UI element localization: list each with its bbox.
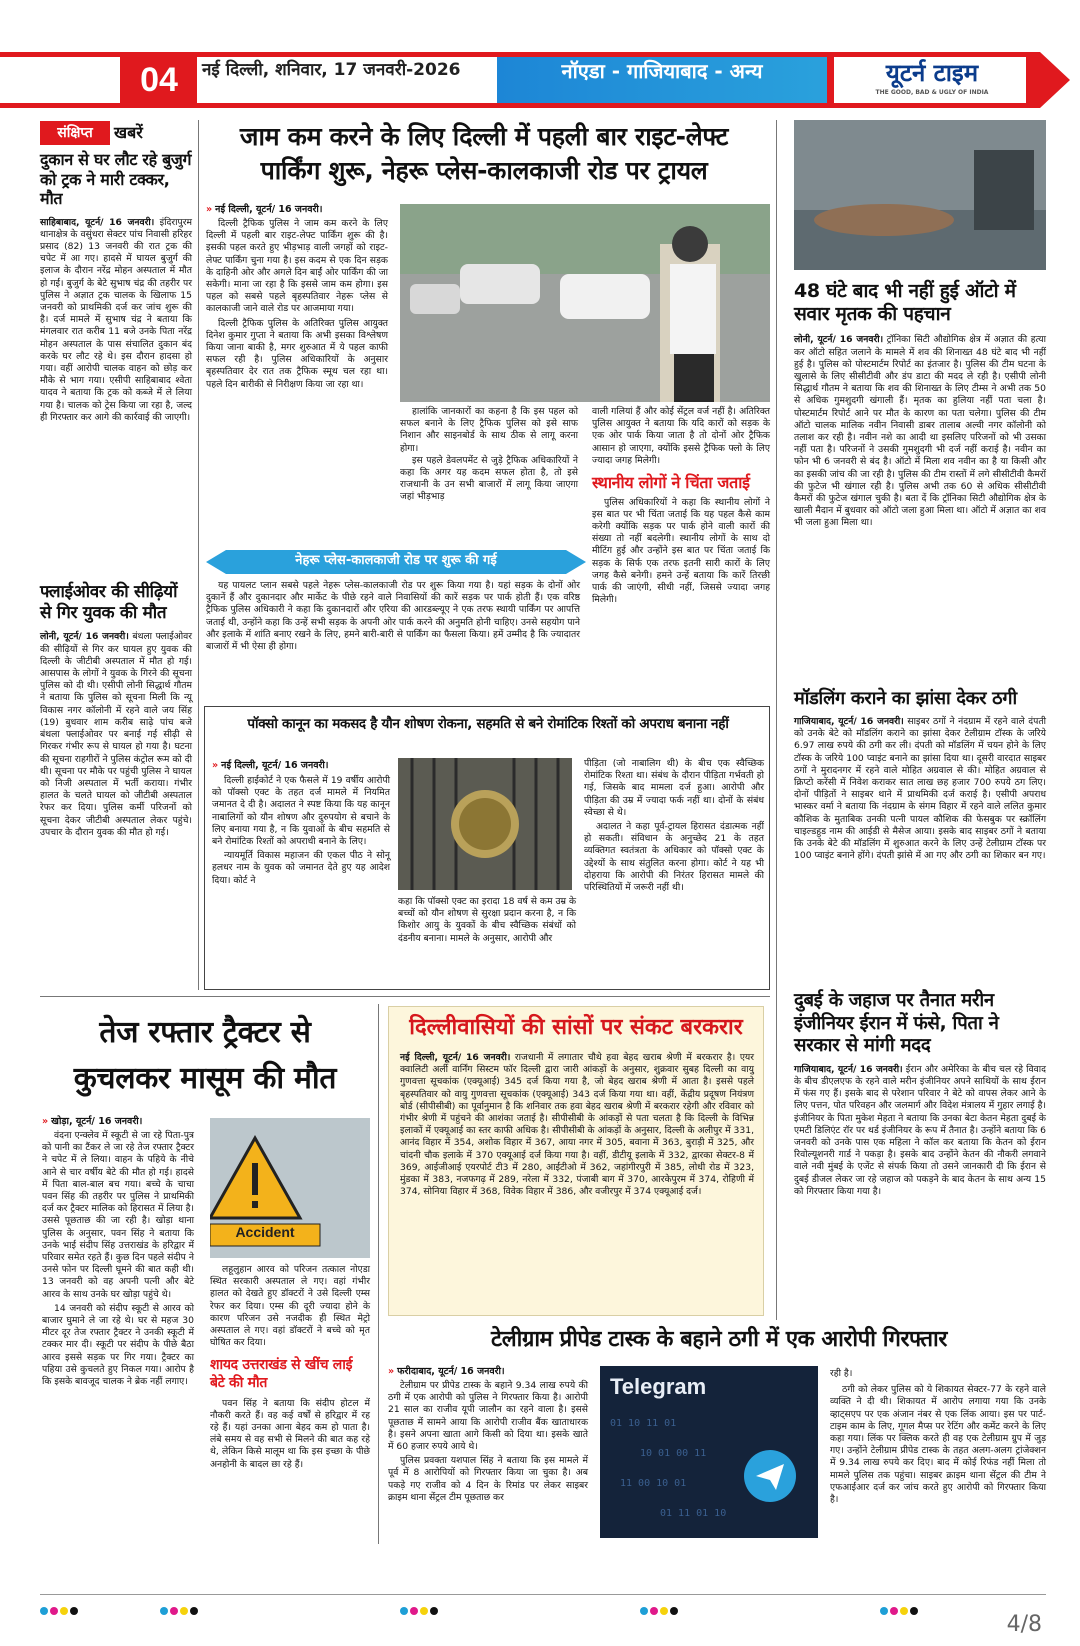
pocso-dateline (212, 758, 412, 771)
svg-text:10 01 00 11: 10 01 00 11 (640, 1448, 707, 1459)
right-story-3-headline: दुबई के जहाज पर तैनात मरीन इंजीनियर ईरान में फंसे, पिता ने सरकार से मांगी मदद (794, 990, 999, 1057)
lead-banner (206, 550, 586, 574)
traffic-police-photo (400, 204, 770, 402)
pocso-col-3-text-b: अदालत ने कहा पूर्व-ट्रायल हिरासत दंडात्मक नहीं हो सकती। संविधान के अनुच्छेद 21 के तहत व्यक्तिगत स्वतंत्रता के अधिकार को पॉक्सो एक्ट के उद्देश्यों के साथ संतुलित करना होगा। कोर्ट ने यह भी दोहराया कि आरोपी की निरंतर हिरासत मामले की परिस्थितियों में जरूरी नहीं थी। (584, 821, 764, 894)
registration-marks-1 (40, 1600, 80, 1619)
sidebar-story-1-headline: दुकान से घर लौट रहे बुजुर्ग को ट्रक ने मारी टक्कर, मौत (40, 150, 192, 209)
brand-logo: यूटर्न टाइम (885, 59, 979, 87)
air-quality-body: राजधानी में लगातार चौथे हवा बेहद खराब श्रेणी में बरकरार है। एयर क्वालिटी अर्ली वार्निंग सिस्टम फॉर दिल्ली द्वारा जारी आंकड़ों के अनुसार, शुक्रवार सुबह दिल्ली का वायु गुणवत्ता सूचकांक (एक्यूआई) 345 दर्ज किया गया है, जो बेहद खराब श्रेणी में आता है। इससे पहले बृहस्पतिवार को वायु गुणवत्ता सूचकांक (एक्यूआई) 343 दर्ज किया गया था। वहीं, केंद्रीय प्रदूषण नियंत्रण बोर्ड (सीपीसीबी) का पूर्वानुमान है कि शनिवार तक हवा बेहद खराब श्रेणी में बरकरार रहेगी और रविवार को गंभीर श्रेणी में पहुंचने की आशंका जताई है। सीपीसीबी के आंकड़ों से पता चलता है कि दिल्ली के विभिन्न इलाकों में एक्यूआई का स्तर काफी अधिक है। सीपीसीबी के आंकड़ों के अनुसार, दिल्ली के अलीपुर में 331, आनंद विहार में 354, अशोक विहार में 367, आया नगर में 305, बवाना में 363, बुराड़ी में 325, और चांदनी चौक इलाके में 370 एक्यूआई दर्ज किया गया है। वहीं, डीटीयू इलाके में 332, द्वारका सेक्टर-8 में 369, आईजीआई एयरपोर्ट टी3 में 280, आईटीओ में 362, जहांगीरपुरी में 385, लोधी रोड में 323, मुंडका में 383, नजफगढ़ में 289, नरेला में 332, पंजाबी बाग में 370, आरकेपुरम में 374, रोहिणी में 374, सोनिया विहार में 368, विवेक विहार में 386, और वजीरपुर में 374 एक्यूआई दर्ज। (400, 1052, 755, 1198)
telegram-app-photo (600, 1366, 818, 1538)
sidebar-story-1-dateline: साहिबाबाद, यूटर्न/ 16 जनवरी। (40, 216, 155, 228)
right-story-2-headline: मॉडलिंग कराने का झांसा देकर ठगी (794, 688, 1017, 709)
right-story-3 (794, 990, 1046, 1198)
telegram-dateline (388, 1364, 608, 1377)
lead-banner-text: नेहरू प्लेस-कालकाजी रोड पर शुरू की गई (295, 553, 497, 568)
lead-dateline-text: नई दिल्ली, यूटर्न/ 16 जनवरी। (215, 204, 323, 215)
burned-auto-photo (794, 120, 1046, 270)
chevron-right-icon: » (388, 1366, 395, 1377)
lead-headline-line-2: पार्किंग शुरू, नेहरू प्लेस-कालकाजी रोड पर ट्रायल (260, 156, 708, 185)
brief-news-tag (40, 121, 172, 145)
lead-subhead: स्थानीय लोगों ने चिंता जताई (592, 473, 750, 493)
column-rule (198, 120, 199, 990)
lead-col-1-text-b: दिल्ली ट्रैफिक पुलिस के अतिरिक्त पुलिस आयुक्त दिनेश कुमार गुप्ता ने बताया कि अभी इसका विश्लेषण किया जाना बाकी है, मगर शुरुआत में ये पहल काफी सफल रही है। पुलिस अधिकारियों के अनुसार बृहस्पतिवार देर रात तक ट्रैफिक स्मूथ चल रहा था। पहले दिन बारीकी से निरीक्षण किया जा रहा था। (206, 317, 388, 390)
svg-text:01 10 11 01: 01 10 11 01 (610, 1418, 677, 1429)
lead-col-2 (400, 406, 578, 504)
column-rule (378, 1004, 379, 1544)
pocso-col-1 (212, 775, 390, 887)
tractor-headline-line-1: तेज रफ्तार ट्रैक्टर से (99, 1015, 311, 1050)
lead-col-3 (592, 406, 770, 606)
svg-text:11 00 10 01: 11 00 10 01 (620, 1478, 687, 1489)
telegram-col-1-text: टेलीग्राम पर प्रीपेड टास्क के बहाने 9.34 लाख रुपये की ठगी में एक आरोपी को पुलिस ने गिरफ्तार किया है। आरोपी 21 साल का राजीव यूपी जालौन का रहने वाला है। इससे पूछताछ में सामने आया कि आरोपी राजीव बैंक खाताधारक है। इसने अपना खाता आगे किसी को दिया था। इसके खाते में 60 हजार रुपये आये थे। (388, 1380, 588, 1453)
lead-col-2-text: हालांकि जानकारों का कहना है कि इस पहल को सफल बनाने के लिए ट्रैफिक पुलिस को इसे साफ निशान और साइनबोर्ड के साथ ठीक से लागू करना होगा। (400, 406, 578, 454)
brief-tag-text: खबरें (114, 123, 143, 142)
page-indicator: 4/8 (1006, 1612, 1042, 1637)
page-number: 04 (125, 54, 193, 106)
pocso-col-1-text: दिल्ली हाईकोर्ट ने एक फैसले में 19 वर्षीय आरोपी को पॉक्सो एक्ट के तहत दर्ज मामले में नियमित जमानत दे दी है। अदालत ने स्पष्ट किया कि यह कानून नाबालिगों को यौन शोषण और दुरुपयोग से बचाने के लिए बनाया गया है, न कि युवाओं के बीच सहमति से बने रोमांटिक रिश्तों को अपराधी बनाने के लिए। (212, 775, 390, 848)
telegram-col-1 (388, 1380, 588, 1504)
pocso-col-2 (398, 896, 576, 945)
lead-banner-arrow-right (566, 550, 586, 574)
masthead-arrow (1040, 52, 1070, 108)
pocso-col-3 (584, 758, 764, 894)
pocso-col-2-text: कहा कि पॉक्सो एक्ट का इरादा 18 वर्ष से कम उम्र के बच्चों को यौन शोषण से सुरक्षा प्रदान करना है, न कि किशोर आयु के युवकों के बीच स्वैच्छिक संबंधों को दंडनीय बनाना। मामले के अनुसार, आरोपी और (398, 896, 576, 944)
lead-dateline (206, 202, 391, 215)
lead-banner-body (206, 580, 580, 653)
column-rule (776, 120, 777, 1320)
right-story-3-body: ईरान और अमेरिका के बीच चल रहे विवाद के बीच डीएलएफ के रहने वाले मरीन इंजीनियर अपने साथियों के साथ ईरान में फंस गए हैं। इसके बाद से परेशान परिवार ने बेटे को वापस लेकर आने के लिए पत्तन, पोत परिवहन और जलमार्ग और विदेश मंत्रालय में गुहार लगाई है। इंजीनियर के पिता मुकेश मेहता ने बताया कि उनका बेटा केतन मेहता दुबई के एमटी डिलिएंट रॉर पर थर्ड इंजीनियर के रूप में तैनात है। उन्होंने बताया कि 6 जनवरी को उनके पास एक महिला ने कॉल कर बताया कि केतन को ईरान रिवोल्यूशनरी गार्ड ने पकड़ा है। इसके बाद उन्होंने केतन की नौकरी लगवाने वाले नवी मुंबई के एजेंट से संपर्क किया तो उसने जानकारी दी कि ईरान से दुबई डीजल लेकर जा रहे जहाज को पकड़ने के बाद केतन के साथ अन्य 15 को गिरफ्तार किया गया है। (794, 1063, 1046, 1197)
pocso-dateline-text: नई दिल्ली, यूटर्न/ 16 जनवरी। (221, 760, 329, 771)
sidebar-story-2-dateline: लोनी, यूटर्न/ 16 जनवरी। (40, 631, 129, 643)
section-rule (40, 996, 770, 997)
tractor-subhead: शायद उत्तराखंड से खींच लाई बेटे की मौत (210, 1357, 353, 1391)
sidebar-story-2-body: बंथला फ्लाईओवर की सीढ़ियों से गिर कर घायल हुए युवक की दिल्ली के जीटीबी अस्पताल में मौत हो गई। आसपास के लोगों ने युवक के गिरने की सूचना पुलिस को दी थी। एसीपी लोनी सिद्धार्थ गौतम ने बताया कि पुलिस को सूचना मिली कि न्यू विकास नगर कॉलोनी में रहने वाले जय सिंह (19) बुधवार शाम करीब साढ़े पांच बजे बंथला फ्लाईओवर पर बनाई गई सीढ़ी से गिरकर गंभीर रूप से घायल हो गया है। घटना की सूचना राहगीरों ने पुलिस कंट्रोल रूम को दी थी। सूचना पर मौके पर पहुंची पुलिस ने घायल को निजी अस्पताल में भर्ती कराया। गंभीर हालत के चलते घायल को जीटीबी अस्पताल रेफर कर दिया। पुलिस कर्मी परिजनों को सूचना देकर जीटीबी अस्पताल लेकर पहुंचे। उपचार के दौरान युवक की मौत हो गई। (40, 631, 192, 838)
section-title: नॉएडा - गाजियाबाद - अन्य (561, 59, 763, 83)
tractor-col-1-text-b: 14 जनवरी को संदीप स्कूटी से आरव को बाजार घुमाने ले जा रहे थे। घर से महज 30 मीटर दूर तेज रफ्तार ट्रैक्टर ने उनकी स्कूटी में टक्कर मार दी। स्कूटी पर संदीप के पीछे बैठा आरव इससे सड़क पर गिर गया। ट्रैक्टर का पहिया उसे कुचलते हुए निकल गया। आरोप है कि इसके बावजूद चालक ने ब्रेक नहीं लगाए। (42, 1302, 194, 1388)
air-quality-headline: दिल्लीवासियों की सांसों पर संकट बरकरार (409, 1015, 743, 1040)
right-story-2 (794, 688, 1046, 862)
lead-banner-arrow-left (206, 550, 226, 574)
chevron-right-icon: » (206, 204, 213, 215)
pocso-col-1-text-b: न्यायमूर्ति विकास महाजन की एकल पीठ ने सोनू हलधर नाम के युवक को जमानत देते हुए यह आदेश दिया। कोर्ट ने (212, 850, 390, 886)
sidebar-story-1 (40, 150, 192, 424)
right-story-1-headline: 48 घंटे बाद भी नहीं हुई ऑटो में सवार मृतक की पहचान (794, 280, 1016, 326)
brief-tag-red: संक्षिप्त (40, 121, 110, 145)
lead-col-3-text: वाली गलियां हैं और कोई सेंट्रल वर्ज नहीं है। अतिरिक्त पुलिस आयुक्त ने बताया कि यदि कारों को सड़क के एक ओर पार्क किया जाता है तो दोनों ओर ट्रैफिक आसान हो जाएगा, क्योंकि इससे ट्रैफिक फ्लो के लिए ज्यादा जगह मिलेगी। (592, 406, 770, 466)
header-dateline: नई दिल्ली, शनिवार, 17 जनवरी-2026 (202, 60, 461, 80)
court-emblem-photo (398, 758, 572, 890)
masthead-white-left (0, 57, 120, 103)
telegram-headline: टेलीग्राम प्रीपेड टास्क के बहाने ठगी में एक आरोपी गिरफ्तार (491, 1327, 947, 1352)
right-story-1-body: ट्रॉनिका सिटी औद्योगिक क्षेत्र में अज्ञात की हत्या कर ऑटो सहित जलाने के मामले में शव की शिनाख्त 48 घंटे बाद भी नहीं हुई है। पुलिस को पोस्टमार्टम रिपोर्ट का इंतजार है। पुलिस की टीम घटना के खुलासे के लिए सीसीटीवी और डंप डाटा की मदद ले रही है। एसीपी लोनी सिद्धार्थ गौतम ने बताया कि शव की शिनाख्त के लिए टीम्स ने अभी तक 50 से अधिक गुमशुदगी खंगाली हैं। मृतक का हुलिया नहीं पता चला है। पोस्टमार्टम रिपोर्ट आने पर मौत के कारण का पता चलेगा। पुलिस की टीम ऑटो चालक मालिक नवीन निवासी डाबर तालाब अल्वी नगर कॉलोनी को तलाश कर रही है। नवीन नशे का आदी था इसलिए परिजनों को भी उसका नहीं पता है। परिजनों ने उसकी गुमशुदगी भी दर्ज नहीं कराई है। नवीन का फोन भी 6 जनवरी से बंद है। ऑटो में मिला शव नवीन का है या किसी और का इसकी जांच की जा रही है। पुलिस की टीम रास्तों में लगे सीसीटीवी कैमरों की फुटेज भी खंगाल रही है। पुलिस अभी तक 60 से अधिक सीसीटीवी कैमरों की फुटेज खंगाल चुकी है। बता दें कि ट्रॉनिका सिटी औद्योगिक क्षेत्र के खाली मैदान में बुधवार को ऑटो जला हुआ मिला था। ऑटो में अज्ञात का शव भी जला हुआ मिला था। (794, 334, 1046, 529)
traffic-scene-illustration (400, 204, 770, 402)
right-story-3-dateline: गाजियाबाद, यूटर्न/ 16 जनवरी। (794, 1063, 903, 1075)
right-story-2-body: साइबर ठगों ने नंदग्राम में रहने वाले दंपती को उनके बेटे को मॉडलिंग कराने का झांसा देकर टेलीग्राम टॉस्क के जरिये 6.97 लाख रुपये की ठगी कर ली। दंपती को मॉडलिंग में चयन होने के लिए टॉस्क के जरिये 100 प्वाइंट बनाने का झांसा दिया था। दूसरी वारदात साइबर ठगों ने मुरादनगर में रहने वाले मोहित अग्रवाल से की। मोहित अग्रवाल से क्रिप्टो करेंसी में निवेश कराकर सात लाख छह हजार 700 रुपये ठग लिए। दोनों पीड़ितों ने साइबर थाने में प्राथमिकी दर्ज कराई है। एसीपी अपराध भास्कर वर्मा ने बताया कि नंदग्राम के संगम विहार में रहने वाले ललित कुमार कौशिक के मुताबिक उनकी पत्नी पायल कौशिक की फेसबुक पर स्क्रॉलिंग चाइल्डहुड नाम की आईडी से मैसेज आया। इसके बाद साइबर ठगों ने बताया कि उनके बेटे की मॉडलिंग में शुरुआत करने के लिए उन्हें टेलीग्राम टॉस्क पर 100 प्वाइंट बनाने होंगे। दंपती झांसे में आ गए और ठगी का शिकार बन गए। (794, 715, 1047, 862)
lead-banner-body-text: यह पायलट प्लान सबसे पहले नेहरू प्लेस-कालकाजी रोड पर शुरू किया गया है। यहां सड़क के दोनों ओर दुकानें हैं और दुकानदार और मार्केट के पीछे रहने वाले निवासियों की कारें सड़क पर पार्क होती हैं। एक वरिष्ठ ट्रैफिक पुलिस अधिकारी ने कहा कि दुकानदारों और एरिया की आरडब्ल्यूए ने एक तरफ स्थायी पार्किंग पर आपत्ति जताई थी, उन्होंने कहा कि उन्हें सभी सड़क के अपनी ओर पार्क करने की अनुमति होनी चाहिए। उनसे सहयोग पाने और इलाके में शांति बनाए रखने के लिए, हमने बारी-बारी से पार्किंग का फैसला किया। हमें उम्मीद है कि ज्यादातर बाजारों में भी ऐसा ही होगा। (206, 580, 580, 653)
tractor-col-1 (42, 1130, 194, 1388)
registration-marks-2 (160, 1600, 200, 1619)
sidebar-story-1-body: इंदिरापुरम थानाक्षेत्र के वसुंधरा सेक्टर पांच निवासी हरिहर प्रसाद (82) 13 जनवरी की रात ट्रक की चपेट में आ गए। हादसे में घायल बुजुर्ग की इलाज के दौरान नरेंद्र मोहन अस्पताल में मौत हो गई। बुजुर्ग के बेटे सुभाष चंद्र की तहरीर पर पुलिस ने अज्ञात ट्रक चालक के खिलाफ 15 जनवरी को प्राथमिकी दर्ज कर जांच शुरू की है। दर्ज मामले में सुभाष चंद्र ने बताया कि मंगलवार रात करीब 11 बजे उनके पिता नरेंद्र मोहन अस्पताल के पास संचालित दुकान बंद करके घर लौट रहे थे। इस दौरान हादसा हो गया। वहीं आरोपी चालक वाहन को छोड़ कर मौके से भाग गया। एसीपी साहिबाबाद श्वेता यादव ने बताया कि ट्रक को कब्जे में ले लिया गया है। चालक को ट्रेस किया जा रहा है, जल्द ही गिरफ्तार कर आगे की कार्रवाई की जाएगी। (40, 216, 192, 423)
air-quality-story (400, 1052, 754, 1198)
telegram-col-1-text-b: पुलिस प्रवक्ता यशपाल सिंह ने बताया कि इस मामले में पूर्व में 8 आरोपियों को गिरफ्तार किया जा चुका है। अब पकड़े गए राजीव को 4 दिन के रिमांड पर लेकर साइबर क्राइम थाना सेंट्रल टीम पूछताछ कर (388, 1455, 588, 1503)
sidebar-story-2-headline: फ्लाईओवर की सीढ़ियों से गिर युवक की मौत (40, 582, 178, 623)
court-gate-illustration (398, 758, 572, 890)
telegram-dateline-text: फरीदाबाद, यूटर्न/ 16 जनवरी। (397, 1366, 505, 1377)
lead-col-1 (206, 218, 388, 391)
telegram-photo-label: Telegram (610, 1374, 707, 1399)
air-quality-dateline: नई दिल्ली, यूटर्न/ 16 जनवरी। (400, 1052, 511, 1063)
right-story-1-dateline: लोनी, यूटर्न/ 16 जनवरी। (794, 334, 884, 346)
lead-headline-line-1: जाम कम करने के लिए दिल्ली में पहली बार राइट-लेफ्ट (239, 122, 729, 151)
pocso-col-3-text: पीड़िता (जो नाबालिग थी) के बीच एक स्वैच्छिक रोमांटिक रिश्ता था। संबंध के दौरान पीड़िता गर्भवती हो गई, जिसके बाद मामला दर्ज हुआ। आरोपी और पीड़िता की उम्र में ज्यादा फर्क नहीं था। दोनों के संबंध स्वेच्छा से थे। (584, 758, 764, 818)
chevron-right-icon: » (212, 760, 219, 771)
masthead (0, 52, 1080, 108)
pocso-headline: पॉक्सो कानून का मकसद है यौन शोषण रोकना, सहमति से बने रोमांटिक रिश्तों को अपराध बनाना नहीं (247, 716, 729, 732)
tractor-col-2 (210, 1264, 370, 1471)
tractor-headline (40, 1010, 370, 1102)
accident-sign-label: Accident (235, 1224, 295, 1240)
svg-text:01 11 01 10: 01 11 01 10 (660, 1508, 727, 1519)
tractor-col-2-text-b: पवन सिंह ने बताया कि संदीप होटल में नौकरी करते हैं। वह कई वर्षों से हरिद्वार में रह रहे हैं। यहां उनका आना बेहद कम हो पाता है। लंबे समय से वह सभी से मिलने की बात कह रहे थे, लेकिन किसे मालूम था कि इस इच्छा के पीछे अनहोनी के बादल छा रहे हैं। (210, 1397, 370, 1470)
lead-col-2-text-b: इस पहले डेवलपमेंट से जुड़े ट्रैफिक अधिकारियों ने कहा कि अगर यह कदम सफल होता है, तो इसे राजधानी के उन सभी बाजारों में लागू किया जाएगा जहां भीड़भाड़ (400, 454, 578, 503)
registration-marks-4 (640, 1600, 680, 1619)
footer-rule (40, 1594, 1046, 1595)
tractor-col-2-text: लहूलुहान आरव को परिजन तत्काल नोएडा स्थित सरकारी अस्पताल ले गए। वहां गंभीर हालत को देखते हुए डॉक्टरों ने उसे दिल्ली एम्स रेफर कर दिया। एम्स की दूरी ज्यादा होने के कारण परिजन उसे नजदीक ही स्थित मेट्रो अस्पताल ले गए। वहां डॉक्टरों ने बच्चे को मृत घोषित कर दिया। (210, 1264, 370, 1349)
registration-marks-5 (880, 1600, 920, 1619)
chevron-right-icon: » (42, 1116, 49, 1127)
sidebar-story-2 (40, 582, 192, 839)
right-story-2-dateline: गाजियाबाद, यूटर्न/ 16 जनवरी। (794, 715, 904, 727)
tractor-dateline-text: खोड़ा, यूटर्न/ 16 जनवरी। (51, 1116, 143, 1127)
right-story-1 (794, 280, 1046, 530)
lead-headline (204, 120, 764, 188)
telegram-col-2-text: रही है। (830, 1368, 853, 1379)
lead-col-1-text: दिल्ली ट्रैफिक पुलिस ने जाम कम करने के लिए दिल्ली में पहली बार राइट-लेफ्ट पार्किंग शुरू की है। इसकी पहल करते हुए भीड़भाड़ वाली जगहों को राइट-लेफ्ट पार्किंग चुना गया है। इस कदम से एक दिन सड़क के दाहिनी ओर और अगले दिन बाईं ओर पार्किंग की जा सकेगी। माना जा रहा है कि इससे जाम कम होगा। इस पहल को सबसे पहले बृहस्पतिवार नेहरू प्लेस से कालकाजी जाने वाले रोड पर आजमाया गया। (206, 218, 388, 315)
tractor-headline-line-2: कुचलकर मासूम की मौत (73, 1061, 337, 1096)
telegram-col-2-text-b: ठगी को लेकर पुलिस को ये शिकायत सेक्टर-77 के रहने वाले व्यक्ति ने दी थी। शिकायत में आरोप लगाया गया कि उनके व्हाट्सएप पर एक अंजान नंबर से एक लिंक आया। इस पर पार्ट-टाइम काम के लिए, गूगल मैप्स पर रेटिंग और कमेंट करने के लिए कहा गया। लिंक पर क्लिक करते ही वह एक टेलीग्राम ग्रुप में जुड़ गए। उन्होंने टेलीग्राम प्रीपेड टास्क के तहत अलग-अलग ट्रांजेक्शन में 9.34 लाख रुपये कर दिए। बाद में कोई रिफंड नहीं मिला तो मामले पुलिस तक पहुंचा। साइबर क्राइम थाना सेंट्रल की टीम ने एफआईआर दर्ज कर जांच करते हुए आरोपी को गिरफ्तार किया है। (830, 1384, 1046, 1506)
telegram-col-2 (830, 1368, 1046, 1506)
accident-sign-photo (210, 1118, 370, 1258)
scene-illustration (794, 120, 1046, 270)
registration-marks-3 (400, 1600, 440, 1619)
brand-tagline: THE GOOD, BAD & UGLY OF INDIA (875, 89, 989, 96)
lead-col-3-text-b: पुलिस अधिकारियों ने कहा कि स्थानीय लोगों ने इस बात पर भी चिंता जताई कि यह पहल कैसे काम करेगी क्योंकि सड़क पर पार्क होने वाली कारों की संख्या तो नहीं बदलेगी। स्थानीय लोगों के साथ दो मीटिंग हुई और उन्होंने इस बात पर चिंता जताई कि सड़क के सिर्फ एक तरफ इतनी सारी कारों के लिए जगह कैसे बनेगी। हमने उन्हें बताया कि कारें तिरछी पार्क की जाएंगी, सीधी नहीं, जिससे ज्यादा जगह मिलेगी। (592, 496, 770, 606)
tractor-col-1-text: वंदना एन्क्लेव में स्कूटी से जा रहे पिता-पुत्र को पानी का टैंकर ले जा रहे तेज रफ्तार ट्रैक्टर ने चपेट में ले लिया। वाहन के पहिये के नीचे आने से चार वर्षीय बेटे की मौत हो गई। हादसे में पिता बाल-बाल बच गया। बच्चे के चाचा पवन सिंह की तहरीर पर पुलिस ने प्राथमिकी दर्ज कर ट्रैक्टर मालिक को हिरासत में लिया है। उससे पूछताछ की जा रही है। खोड़ा थाना पुलिस के अनुसार, पवन सिंह ने बताया कि उनके भाई संदीप सिंह उत्तराखंड के हरिद्वार में परिवार समेत रहते हैं। कुछ दिन पहले संदीप ने उनसे फोन पर दिल्ली घूमने की बात कही थी। 13 जनवरी को वह अपनी पत्नी और बेटे आरव के साथ उनके घर खोड़ा पहुंचे थे। (42, 1130, 194, 1300)
